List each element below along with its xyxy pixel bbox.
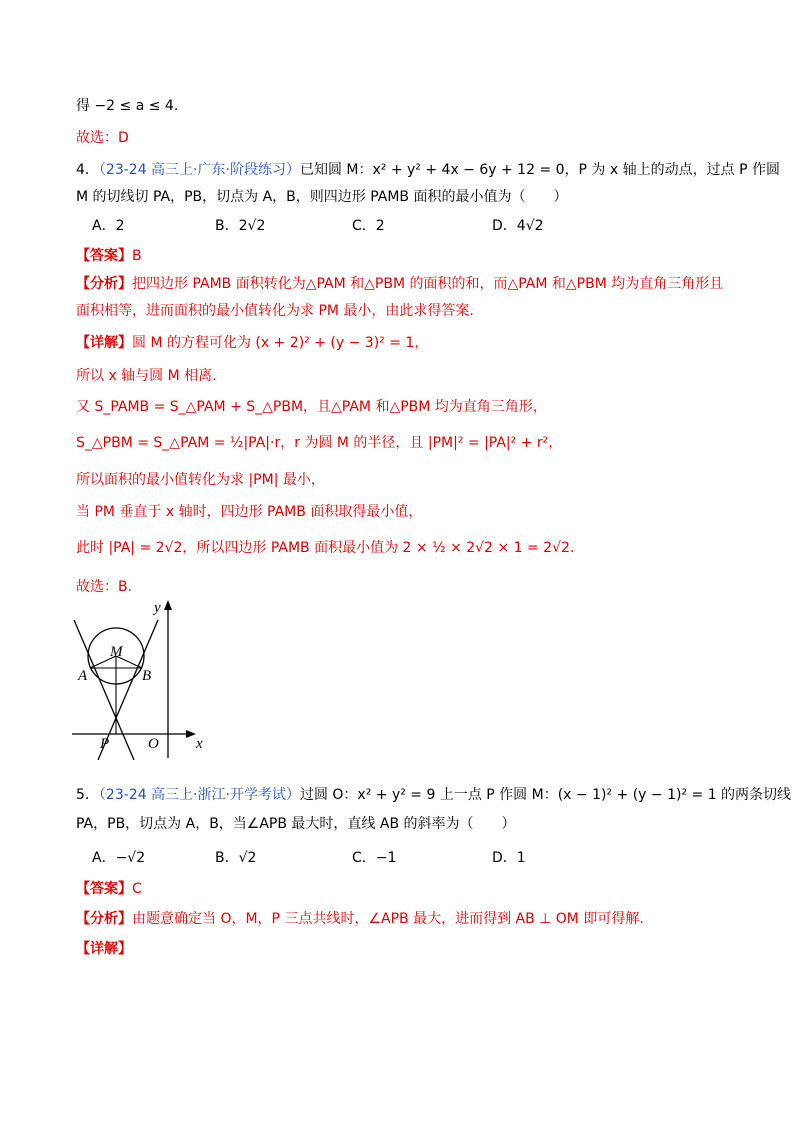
- q4-answer-value: B: [132, 248, 142, 264]
- q4-detail-line1: 圆 M 的方程可化为 (x + 2)² + (y − 3)² = 1，: [132, 335, 429, 351]
- q5-source: （23-24 高三上·浙江·开学考试）: [98, 787, 300, 803]
- q4-detail-line4: S_△PBM = S_△PAM = ½|PA|·r，r 为圆 M 的半径，且 |PM|² = |PA|² + r²，: [76, 435, 563, 451]
- q5-stem-line2: PA，PB，切点为 A，B，当∠APB 最大时，直线 AB 的斜率为（ ）: [76, 816, 516, 832]
- q4-option-a: A．2: [92, 218, 125, 234]
- tangent-figure: [68, 598, 218, 760]
- q4-stem-line2: M 的切线切 PA，PB，切点为 A，B，则四边形 PAMB 面积的最小值为（ ）: [76, 189, 568, 205]
- label-p: P: [100, 736, 110, 752]
- q5-number: 5．: [76, 787, 99, 803]
- q4-stem-line1: 已知圆 M：x² + y² + 4x − 6y + 12 = 0，P 为 x 轴上的动点，过点 P 作圆: [299, 162, 780, 178]
- prev-choice-text: 故选：D: [76, 130, 129, 146]
- q5-option-d: D．1: [492, 850, 526, 866]
- q5-detail-tag: 【详解】: [76, 941, 132, 957]
- label-a: A: [78, 668, 88, 684]
- q4-analysis-line1: 把四边形 PAMB 面积转化为△PAM 和△PBM 的面积的和，而△PAM 和△PBM 均为直角三角形且: [132, 276, 724, 292]
- y-axis-arrow: [164, 600, 172, 610]
- prev-result-text: 得 −2 ≤ a ≤ 4.: [76, 98, 179, 114]
- q4-number: 4．: [76, 162, 99, 178]
- x-axis-arrow: [186, 730, 196, 738]
- q4-source: （23-24 高三上·广东·阶段练习）: [98, 162, 300, 178]
- label-o: O: [148, 736, 159, 752]
- label-x: x: [196, 736, 203, 752]
- q4-analysis-tag: 【分析】: [76, 276, 132, 292]
- q4-option-d: D．4√2: [492, 218, 544, 234]
- q4-stem: [76, 160, 780, 180]
- q5-answer-tag: 【答案】: [76, 881, 132, 897]
- q4-answer-tag: 【答案】: [76, 248, 132, 264]
- q4-detail-line2: 所以 x 轴与圆 M 相离.: [76, 368, 217, 384]
- q5-stem: [76, 785, 791, 805]
- q5-answer-value: C: [132, 881, 142, 897]
- label-m: M: [110, 644, 123, 660]
- q4-detail-line6: 当 PM 垂直于 x 轴时，四边形 PAMB 面积取得最小值，: [76, 504, 423, 520]
- q4-answer: [76, 246, 142, 266]
- q5-option-a: A．−√2: [92, 850, 146, 866]
- q5-analysis-tag: 【分析】: [76, 911, 132, 927]
- q5-answer: [76, 879, 142, 899]
- q4-option-b: B．2√2: [215, 218, 266, 234]
- q5-stem-line1: 过圆 O：x² + y² = 9 上一点 P 作圆 M：(x − 1)² + (y − 1)² = 1 的两条切线: [299, 787, 792, 803]
- label-y: y: [154, 600, 161, 616]
- q4-detail: [76, 333, 428, 353]
- q5-option-b: B．√2: [215, 850, 257, 866]
- q4-analysis: [76, 274, 723, 294]
- q5-option-c: C．−1: [352, 850, 397, 866]
- q4-choice-text: 故选：B.: [76, 579, 133, 595]
- q5-analysis-line1: 由题意确定当 O，M，P 三点共线时，∠APB 最大，进而得到 AB ⊥ OM 即可得解.: [132, 911, 644, 927]
- label-b: B: [142, 668, 152, 684]
- q4-detail-line3: 又 S_PAMB = S_△PAM + S_△PBM，且△PAM 和△PBM 均为直角三角形，: [76, 399, 547, 415]
- q4-option-c: C．2: [352, 218, 385, 234]
- q4-detail-tag: 【详解】: [76, 335, 132, 351]
- q4-detail-line7: 此时 |PA| = 2√2，所以四边形 PAMB 面积最小值为 2 × ½ × 2√2 × 1 = 2√2.: [76, 540, 575, 556]
- q4-detail-line5: 所以面积的最小值转化为求 |PM| 最小，: [76, 472, 325, 488]
- q5-analysis: [76, 909, 644, 929]
- q4-analysis-line2: 面积相等，进而面积的最小值转化为求 PM 最小，由此求得答案.: [76, 303, 474, 319]
